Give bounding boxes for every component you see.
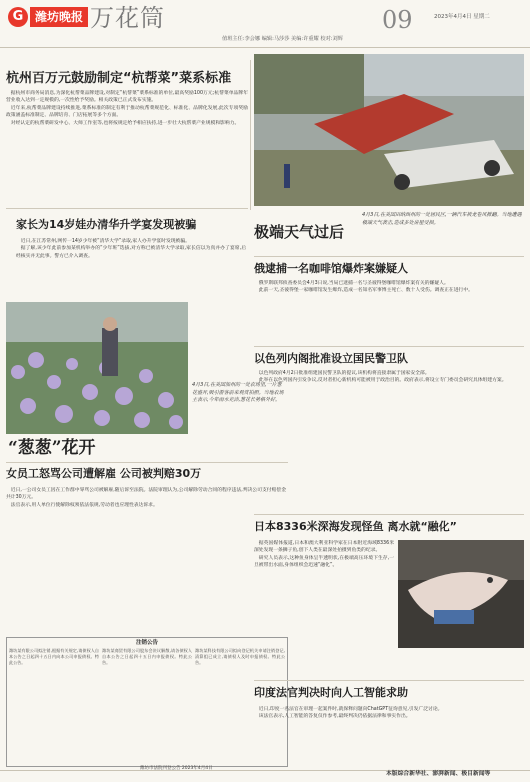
paragraph: 俄罗斯联邦侦查委员会4月3日说,当局已逮捕一名与圣彼得堡咖啡馆爆炸案有关的嫌疑人。 [258, 281, 449, 286]
article-tsinghua [16, 238, 246, 298]
notice-column: 潍坊某科技有限公司拟向登记机关申请注销登记,清算组已成立,请债权人及时申报债权。特此公告。 [195, 648, 285, 666]
divider [254, 256, 524, 257]
caption-overturned-car: 4月3日,在美国田纳西州的一处居民区,一辆汽车被龙卷风掀翻。当地遭遇极端天气袭击,造成多处房屋受损。 [362, 212, 522, 226]
notice-title: 注销公告 [135, 640, 158, 646]
notice-column: 潍坊某有限公司拟注销,根据有关规定,请债权人自本公告之日起四十五日内向本公司申报债权。特此公告。 [9, 648, 99, 666]
section-title: 万花筒 [90, 4, 165, 32]
paragraph: 该法官表示,人工智能的答复仅作参考,最终判决仍依据法律和事实作出。 [258, 714, 411, 720]
notice-box [6, 637, 288, 767]
paragraph: 以色列政府4月2日批准组建国民警卫队的提议,该机构将直接隶属于国家安全部。 [258, 371, 430, 376]
headline-judge-ai: 印度法官判决时向人工智能求助 [254, 686, 408, 699]
divider [254, 346, 524, 347]
divider [6, 208, 248, 209]
source-credit: 本版综合新华社、澎湃新闻、极目新闻等 [386, 771, 491, 777]
article-judge-ai [254, 706, 522, 768]
paragraph: 近日,在江苏常州,网传一14岁少年被“清华大学”录取,家人办升学宴时发现被骗。 [20, 239, 190, 244]
paragraph: 研究人员表示,这种鱼身体呈半透明状,在极端高压环境下生存,一旦被带出水面,身体组织会迅速“融化”。 [254, 555, 394, 569]
headline-coffee: 俄逮捕一名咖啡馆爆炸案嫌疑人 [254, 262, 408, 275]
issue-date: 2023年4月4日 星期二 [434, 14, 490, 20]
paragraph: 近年来,杭帮菜品牌建设持续推进,菜系标准的制定有利于推动杭帮菜规范化、标准化、品牌化发展,此次专项奖励政策涵盖标准制定、品牌培育、门店拓展等多个方面。 [6, 105, 248, 119]
paragraph: 此前一天,圣彼得堡一家咖啡馆发生爆炸,造成一名知名军事博主死亡、数十人受伤。调查正在进行中。 [258, 288, 473, 294]
masthead [0, 0, 530, 48]
notice-column: 潍坊某商贸有限公司股东会决议解散,请各债权人自本公告之日起四十五日内申报债权。特此公告。 [102, 648, 192, 666]
photo-onion-flowers [6, 302, 188, 434]
paragraph: 近日,印度一名法官在审理一起案件时,就保释问题向ChatGPT征询意见,引发广泛讨论。 [258, 707, 443, 712]
headline-deep-sea-fish: 日本8336米深海发现怪鱼 离水就“融化” [254, 520, 457, 533]
headline-tsinghua: 家长为14岁娃办清华升学宴发现被骗 [16, 218, 197, 231]
article-employee [6, 487, 286, 627]
paragraph: 对经认定的杭帮菜研发中心、大师工作室等,也将按规定给予相应扶持,进一步壮大杭帮菜产业规模和影响力。 [10, 120, 240, 126]
newspaper-logo: 潍坊晚报 [30, 7, 88, 27]
divider [6, 462, 288, 463]
divider [254, 680, 524, 681]
paragraph: 近日,一公司女员工因在工作群中辱骂公司被解雇,随后诉至法院。法院审理认为,公司解除劳动合同的程序违法,判决公司支付赔偿金共计30万元。 [6, 488, 286, 501]
photo-deep-sea-fish [398, 540, 524, 648]
headline-hangzhou-cuisine: 杭州百万元鼓励制定“杭帮菜”菜系标准 [6, 71, 232, 86]
caption-onion-flowers: 4月3日,在美国加州的一处农场里,一片葱花盛开,吸引游客前来观赏拍照。当地农场主表示,今年雨水充沛,葱花长势格外好。 [192, 382, 284, 403]
headline-weather: 极端天气过后 [254, 223, 345, 241]
headline-national-guard: 以色列内阁批准设立国民警卫队 [254, 352, 408, 365]
logo-icon: G [8, 7, 28, 27]
editorial-credits: 值班主任:李会娜 编辑:马莎莎 美编:许重耀 校对:刘辉 [222, 36, 343, 42]
headline-onion-flowers: “葱葱”花开 [8, 438, 96, 458]
paragraph: 法官表示,用人单位行使解除权须依法依规,劳动者也应理性表达诉求。 [10, 502, 158, 508]
article-hangzhou-cuisine [6, 90, 248, 200]
notice-footer: 潍坊市法院刊登公告 2023年4月4日 [140, 766, 213, 771]
divider [254, 514, 524, 515]
paragraph: 此举在以色列国内引发争议,反对者担心新机构可能被用于政治目的。政府表示,将设立专门委员会研究具体组建方案。 [258, 378, 507, 384]
photo-overturned-car [254, 54, 524, 206]
page-number: 09 [382, 6, 413, 34]
paragraph: 据了解,该少年此前参加某机构举办的“少年班”选拔,对方称已被清华大学录取,家长信以为真并办了宴席,后经核实并无此事。警方已介入调查。 [16, 246, 246, 259]
headline-employee: 女员工怒骂公司遭解雇 公司被判赔30万 [6, 467, 202, 480]
column-divider [250, 60, 251, 210]
article-deep-sea-fish [254, 540, 394, 676]
article-coffee [254, 280, 522, 344]
paragraph: 据杭州市商务局消息,为深化杭帮菜品牌建设,对制定“杭帮菜”菜系标准的单位,最高奖励100万元;杭帮菜单品牌年营业收入达到一定规模的,一次性给予奖励。相关政策已正式发布实施。 [6, 91, 248, 104]
article-national-guard [254, 370, 522, 512]
paragraph: 据英国媒体报道,日本和澳大利亚科学家在日本附近海域8336米深处发现一条狮子鱼,创下人类在最深处拍摄到鱼类的纪录。 [254, 541, 394, 554]
